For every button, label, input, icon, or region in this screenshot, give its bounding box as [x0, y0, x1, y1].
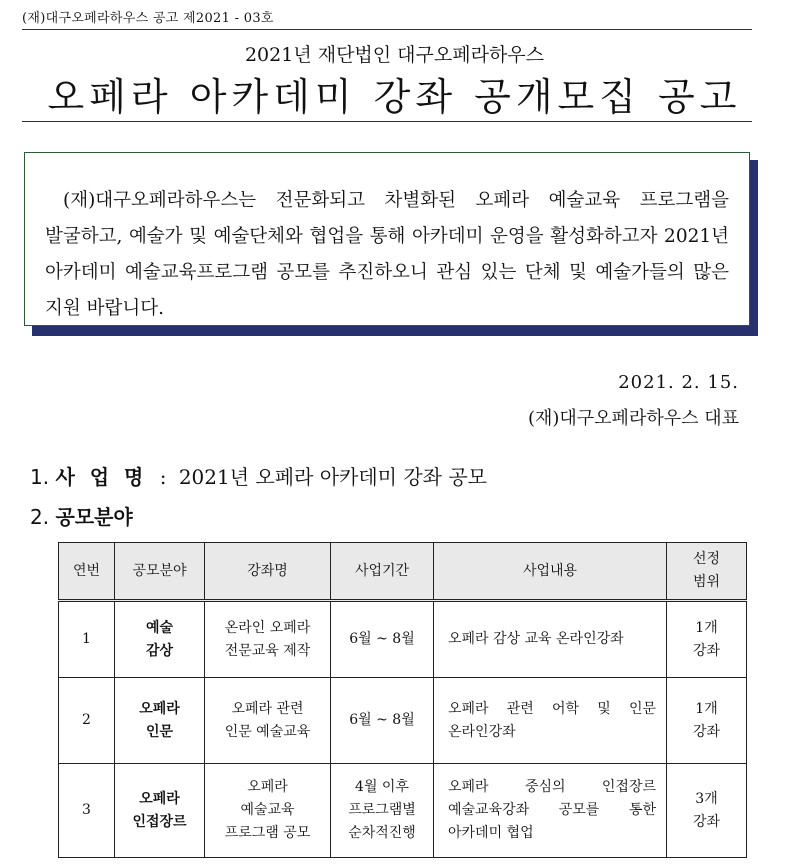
subtitle: 2021년 재단법인 대구오페라하우스 — [244, 44, 545, 66]
header-course: 강좌명 — [205, 543, 331, 601]
cell-content: 오페라 중심의 인접장르 예술교육강좌 공모를 통한 아카데미 협업 — [434, 764, 667, 858]
intro-text: (재)대구오페라하우스는 전문화되고 차별화된 오페라 예술교육 프로그램을 발굴하고, 예술가 및 예술단체와 협업을 통해 아카데미 운영을 활성화하고자 2021년 아카데미 예술교육프로그램 공모를 추진하오니 관심 있는 단체 및 예술가들의 많은 지원 바랍니다. — [45, 190, 729, 319]
cell-content: 오페라 감상 교육 온라인강좌 — [434, 601, 667, 678]
cell-scope: 3개 강좌 — [667, 764, 747, 858]
table-row — [59, 678, 747, 764]
cell-content: 오페라 관련 어학 및 인문 온라인강좌 — [434, 678, 667, 764]
cell-period: 6월 ~ 8월 — [331, 601, 434, 678]
header-field: 공모분야 — [115, 543, 205, 601]
cell-course: 온라인 오페라 전문교육 제작 — [205, 601, 331, 678]
section-business-name — [30, 461, 487, 490]
cell-period: 6월 ~ 8월 — [331, 678, 434, 764]
announcement-date: 2021. 2. 15. — [618, 372, 739, 393]
cell-no: 2 — [59, 678, 115, 764]
section-number: 2. — [30, 505, 50, 529]
header-scope: 선정 범위 — [667, 543, 747, 601]
notice-number: (재)대구오페라하우스 공고 제2021 - 03호 — [22, 11, 274, 26]
cell-course: 오페라 예술교육 프로그램 공모 — [205, 764, 331, 858]
header-no: 연번 — [59, 543, 115, 601]
cell-no: 1 — [59, 601, 115, 678]
section-label: 공모분야 — [55, 505, 133, 529]
header-divider — [22, 29, 752, 30]
section-field — [30, 501, 133, 530]
cell-course: 오페라 관련 인문 예술교육 — [205, 678, 331, 764]
cell-scope: 1개 강좌 — [667, 678, 747, 764]
program-table — [58, 542, 747, 858]
cell-field: 예술 감상 — [115, 601, 205, 678]
signer: (재)대구오페라하우스 대표 — [527, 408, 739, 429]
table-row — [59, 764, 747, 858]
cell-field: 오페라 인접장르 — [115, 764, 205, 858]
table-row — [59, 601, 747, 678]
header-content: 사업내용 — [434, 543, 667, 601]
table-header-row — [59, 543, 747, 601]
page-title: 오페라 아카데미 강좌 공개모집 공고 — [47, 75, 742, 119]
header-period: 사업기간 — [331, 543, 434, 601]
cell-scope: 1개 강좌 — [667, 601, 747, 678]
intro-box — [24, 152, 750, 326]
section-number: 1. — [30, 465, 50, 489]
section-separator: : — [159, 465, 167, 489]
cell-no: 3 — [59, 764, 115, 858]
cell-period: 4월 이후 프로그램별 순차적진행 — [331, 764, 434, 858]
cell-field: 오페라 인문 — [115, 678, 205, 764]
section-value: 2021년 오페라 아카데미 강좌 공모 — [178, 465, 487, 489]
section-label: 사 업 명 — [55, 465, 148, 489]
title-divider — [22, 121, 752, 122]
